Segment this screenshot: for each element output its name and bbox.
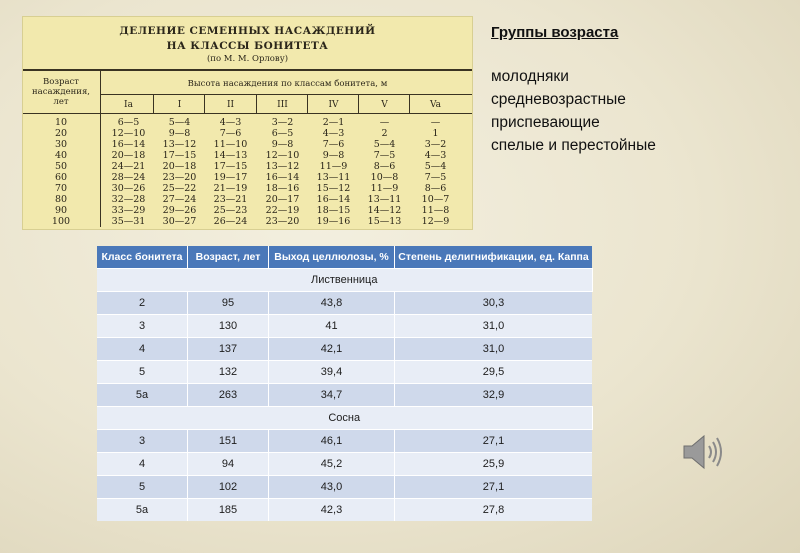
table-row: [97, 499, 592, 522]
scan-height-cell: 7—5: [424, 172, 447, 183]
scan-divider: [409, 95, 410, 114]
table-cell: 132: [188, 361, 269, 384]
scan-age-cell: 80: [54, 194, 68, 205]
scan-header-rule: [23, 113, 472, 114]
bonitet-scan-table: [22, 16, 473, 230]
scan-height-cell: 35—31: [111, 216, 146, 227]
scan-height-cell: 10—7: [421, 194, 450, 205]
scan-age-cell: 50: [54, 161, 68, 172]
table-cell: 43,0: [269, 476, 395, 499]
scan-height-cell: 23—21: [213, 194, 248, 205]
scan-height-cell: 9—8: [271, 139, 294, 150]
scan-height-cell: 5—4: [168, 117, 191, 128]
table-cell: 29,5: [395, 361, 593, 384]
table-row: [97, 338, 592, 361]
scan-height-cell: 11—8: [421, 205, 450, 216]
table-cell: 27,1: [395, 476, 593, 499]
scan-height-cell: 18—16: [265, 183, 300, 194]
table-cell: 46,1: [269, 430, 395, 453]
table-row: [97, 476, 592, 499]
scan-height-cell: 24—21: [111, 161, 146, 172]
scan-height-cell: 15—13: [367, 216, 402, 227]
scan-height-cell: 17—15: [162, 150, 197, 161]
scan-height-cell: 11—9: [370, 183, 399, 194]
table-cell: 27,1: [395, 430, 593, 453]
header-bonitet-class: Класс бонитета: [97, 246, 188, 269]
scan-age-cell: 30: [54, 139, 68, 150]
scan-height-cell: 16—14: [265, 172, 300, 183]
scan-height-cell: 17—15: [213, 161, 248, 172]
scan-title: ДЕЛЕНИЕ СЕМЕННЫХ НАСАЖДЕНИЙ: [119, 25, 376, 37]
header-kappa: Степень делигнификации, ед. Каппа: [395, 246, 593, 269]
table-cell: 151: [188, 430, 269, 453]
scan-class-header: IV: [328, 100, 339, 110]
table-cell: 102: [188, 476, 269, 499]
scan-height-cell: 6—5: [271, 128, 294, 139]
scan-height-cell: 20—18: [111, 150, 146, 161]
scan-height-cell: 1: [432, 128, 439, 139]
scan-height-cell: 15—12: [316, 183, 351, 194]
scan-class-header: I: [177, 100, 182, 110]
age-groups-title: Группы возраста: [491, 24, 619, 41]
table-cell: 5: [97, 361, 188, 384]
header-pulp-yield: Выход целлюлозы, %: [269, 246, 395, 269]
scan-age-cell: 60: [54, 172, 68, 183]
scan-divider: [204, 95, 205, 114]
age-group-item: приспевающие: [491, 114, 600, 131]
table-row: [97, 315, 592, 338]
scan-height-cell: —: [430, 117, 441, 128]
scan-height-cell: 20—17: [265, 194, 300, 205]
scan-class-header: V: [381, 100, 388, 110]
scan-age-cell: 40: [54, 150, 68, 161]
scan-height-cell: 2—1: [322, 117, 345, 128]
table-cell: 39,4: [269, 361, 395, 384]
age-group-item: молодняки: [491, 68, 569, 85]
scan-height-cell: 3—2: [424, 139, 447, 150]
scan-height-cell: 9—8: [322, 150, 345, 161]
pulp-table-header-row: [97, 246, 592, 269]
scan-height-cell: 19—17: [213, 172, 248, 183]
scan-height-cell: 23—20: [265, 216, 300, 227]
scan-height-cell: 27—24: [162, 194, 197, 205]
table-cell: 27,8: [395, 499, 593, 522]
scan-height-cell: 12—9: [421, 216, 450, 227]
table-cell: 94: [188, 453, 269, 476]
table-cell: 34,7: [269, 384, 395, 407]
table-cell: 5а: [97, 499, 188, 522]
table-cell: 3: [97, 315, 188, 338]
scan-height-cell: 16—14: [316, 194, 351, 205]
header-age: Возраст, лет: [188, 246, 269, 269]
table-cell: 263: [188, 384, 269, 407]
table-cell: 42,3: [269, 499, 395, 522]
scan-divider: [100, 94, 472, 95]
scan-class-header: Va: [429, 100, 442, 110]
scan-height-cell: 5—4: [424, 161, 447, 172]
scan-author: (по М. М. Орлову): [206, 54, 289, 64]
scan-height-cell: 30—26: [111, 183, 146, 194]
scan-subtitle: НА КЛАССЫ БОНИТЕТА: [166, 40, 329, 52]
scan-age-header: Возраст насаждения, лет: [31, 77, 91, 107]
scan-height-cell: 5—4: [373, 139, 396, 150]
scan-height-cell: 25—23: [213, 205, 248, 216]
scan-height-cell: 9—8: [168, 128, 191, 139]
scan-height-cell: —: [379, 117, 390, 128]
species-name: Лиственница: [97, 269, 592, 292]
scan-height-cell: 12—10: [265, 150, 300, 161]
scan-divider: [153, 95, 154, 114]
age-group-item: спелые и перестойные: [491, 137, 656, 154]
scan-height-cell: 3—2: [271, 117, 294, 128]
scan-height-cell: 8—6: [373, 161, 396, 172]
scan-height-cell: 21—19: [213, 183, 248, 194]
table-cell: 31,0: [395, 315, 593, 338]
scan-age-cell: 90: [54, 205, 68, 216]
scan-height-cell: 2: [381, 128, 388, 139]
scan-height-cell: 13—12: [162, 139, 197, 150]
table-cell: 25,9: [395, 453, 593, 476]
scan-height-cell: 25—22: [162, 183, 197, 194]
scan-height-cell: 30—27: [162, 216, 197, 227]
scan-height-cell: 11—9: [319, 161, 348, 172]
scan-height-cell: 7—6: [322, 139, 345, 150]
scan-height-cell: 23—20: [162, 172, 197, 183]
table-cell: 5а: [97, 384, 188, 407]
pulp-yield-table: [97, 246, 593, 521]
scan-height-cell: 8—6: [424, 183, 447, 194]
scan-divider: [256, 95, 257, 114]
scan-height-cell: 7—5: [373, 150, 396, 161]
scan-height-cell: 14—12: [367, 205, 402, 216]
table-cell: 130: [188, 315, 269, 338]
table-cell: 5: [97, 476, 188, 499]
scan-divider: [358, 95, 359, 114]
table-row: [97, 453, 592, 476]
table-cell: 45,2: [269, 453, 395, 476]
scan-height-cell: 13—11: [316, 172, 351, 183]
scan-height-cell: 12—10: [111, 128, 146, 139]
species-group-row: [97, 269, 592, 292]
scan-height-cell: 29—26: [162, 205, 197, 216]
scan-height-cell: 11—10: [213, 139, 248, 150]
scan-height-cell: 13—11: [367, 194, 402, 205]
table-cell: 185: [188, 499, 269, 522]
scan-class-header: Ia: [124, 100, 133, 110]
scan-height-cell: 20—18: [162, 161, 197, 172]
age-group-item: средневозрастные: [491, 91, 626, 108]
scan-height-cell: 22—19: [265, 205, 300, 216]
scan-age-cell: 70: [54, 183, 68, 194]
scan-class-header: II: [226, 100, 235, 110]
table-row: [97, 361, 592, 384]
scan-height-cell: 28—24: [111, 172, 146, 183]
table-cell: 137: [188, 338, 269, 361]
scan-age-cell: 20: [54, 128, 68, 139]
table-cell: 32,9: [395, 384, 593, 407]
scan-height-cell: 6—5: [117, 117, 140, 128]
table-row: [97, 384, 592, 407]
table-row: [97, 292, 592, 315]
table-cell: 3: [97, 430, 188, 453]
table-cell: 43,8: [269, 292, 395, 315]
scan-height-cell: 18—15: [316, 205, 351, 216]
scan-height-cell: 26—24: [213, 216, 248, 227]
table-cell: 31,0: [395, 338, 593, 361]
scan-divider: [307, 95, 308, 114]
table-cell: 41: [269, 315, 395, 338]
table-cell: 2: [97, 292, 188, 315]
scan-height-cell: 4—3: [424, 150, 447, 161]
species-group-row: [97, 407, 592, 430]
scan-height-cell: 16—14: [111, 139, 146, 150]
speaker-icon[interactable]: [680, 432, 728, 477]
scan-age-cell: 10: [54, 117, 68, 128]
scan-height-cell: 4—3: [219, 117, 242, 128]
age-groups: [491, 24, 656, 157]
scan-height-cell: 4—3: [322, 128, 345, 139]
scan-height-cell: 19—16: [316, 216, 351, 227]
table-cell: 30,3: [395, 292, 593, 315]
table-cell: 95: [188, 292, 269, 315]
scan-height-cell: 14—13: [213, 150, 248, 161]
scan-height-cell: 7—6: [219, 128, 242, 139]
table-cell: 4: [97, 453, 188, 476]
scan-height-cell: 33—29: [111, 205, 146, 216]
table-row: [97, 430, 592, 453]
scan-class-header: III: [277, 100, 288, 110]
scan-age-cell: 100: [51, 216, 71, 227]
scan-height-cell: 13—12: [265, 161, 300, 172]
scan-height-cell: 32—28: [111, 194, 146, 205]
table-cell: 4: [97, 338, 188, 361]
species-name: Сосна: [97, 407, 592, 430]
scan-top-rule: [23, 69, 472, 71]
scan-height-cell: 10—8: [370, 172, 399, 183]
scan-height-header: Высота насаждения по классам бонитета, м: [187, 79, 388, 89]
table-cell: 42,1: [269, 338, 395, 361]
